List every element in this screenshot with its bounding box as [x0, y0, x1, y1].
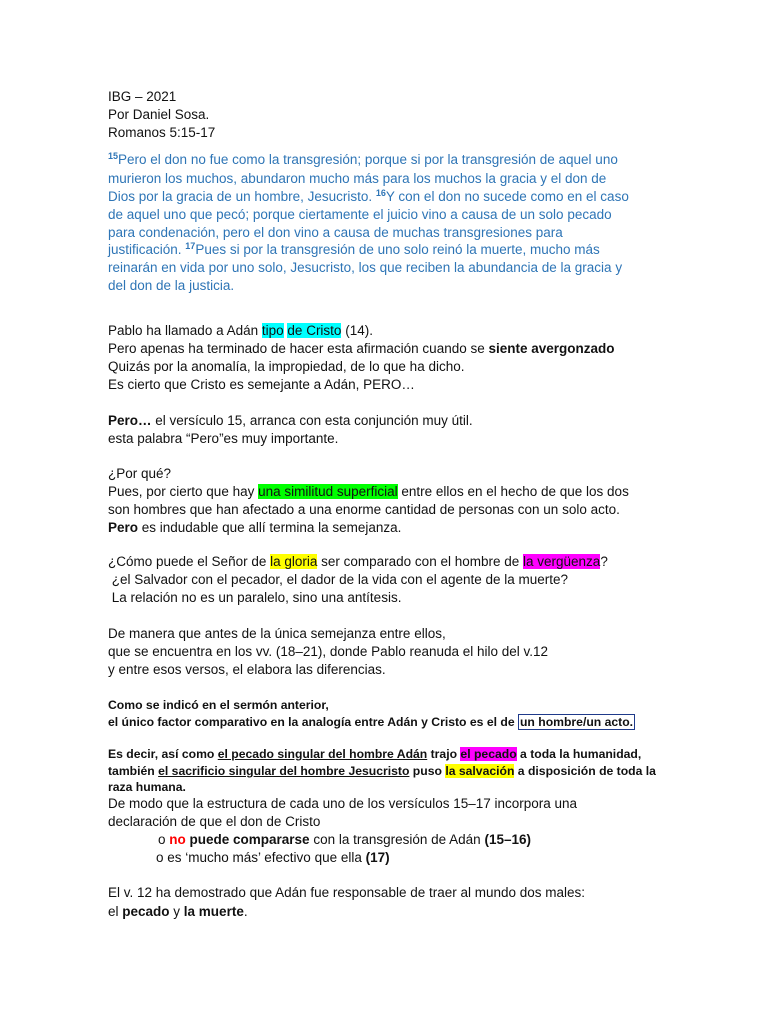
body-line-conjunction	[108, 412, 473, 430]
body-text: ¿Por qué?	[108, 466, 172, 481]
body-line-option-1	[158, 831, 531, 849]
body-line-ashamed	[108, 340, 615, 358]
bold-text: siente avergonzado	[488, 341, 615, 356]
body-text: con la transgresión de Adán	[309, 832, 485, 847]
scripture-text: reinarán en vida por uno solo, Jesucristo, los que reciben la abundancia de la gracia y	[108, 260, 623, 275]
scripture-text: Y con el don no sucede como en el caso	[385, 189, 629, 204]
scripture-text: del don de la justicia.	[108, 278, 235, 293]
highlight-cyan: de Cristo	[287, 323, 342, 338]
scripture-line-8	[108, 277, 234, 295]
scripture-line-7	[108, 259, 622, 277]
body-text: es indudable que allí termina la semejanza.	[138, 520, 402, 535]
scripture-line-3	[108, 188, 629, 206]
body-text: ?	[600, 554, 608, 569]
body-text: Pues, por cierto que hay	[108, 484, 259, 499]
body-line-two-evils	[108, 884, 585, 902]
body-text: entre ellos en el hecho de que los dos	[397, 484, 629, 499]
body-line-word-pero	[108, 430, 338, 448]
header-line-author	[108, 106, 209, 124]
body-line-similarity	[108, 483, 629, 501]
highlight-cyan: tipo	[261, 323, 284, 338]
header-line-course	[108, 88, 176, 106]
body-text: El v. 12 ha demostrado que Adán fue responsable de traer al mundo dos males:	[108, 885, 586, 900]
body-line-glory	[108, 553, 608, 571]
body-text: Quizás por la anomalía, la impropiedad, de lo que ha dicho.	[108, 359, 465, 374]
bold-text: Es decir, así como	[108, 747, 218, 761]
body-text: .	[243, 904, 248, 919]
body-line-factor	[108, 713, 635, 731]
scripture-line-6	[108, 241, 600, 259]
body-text: De manera que antes de la única semejanza entre ellos,	[108, 626, 446, 641]
highlight-yellow: la salvación	[445, 764, 515, 778]
body-text: Pero apenas ha terminado de hacer esta afirmación cuando se	[108, 341, 489, 356]
body-line-two-men	[108, 501, 620, 519]
body-line-differences	[108, 661, 386, 679]
bold-text: (17)	[365, 850, 390, 865]
body-line-christ-sacrifice	[108, 762, 656, 780]
body-text: La relación no es un paralelo, sino una antítesis.	[108, 590, 402, 605]
body-text: que se encuentra en los vv. (18–21), donde Pablo reanuda el hilo del v.12	[108, 644, 549, 659]
scripture-text: Dios por la gracia de un hombre, Jesucristo.	[108, 189, 376, 204]
bold-text: trajo	[427, 747, 461, 761]
boxed-text: un hombre/un acto.	[519, 715, 634, 729]
underlined-text: el sacrificio singular del hombre Jesucristo	[158, 764, 410, 778]
body-text: son hombres que han afectado a una enorme cantidad de personas con un solo acto.	[108, 502, 620, 517]
bold-text: a disposición de toda la	[514, 764, 656, 778]
body-line-adam-sin	[108, 745, 641, 763]
author-label: Por Daniel Sosa.	[108, 107, 210, 122]
scripture-text: Pero el don no fue como la transgresión; porque si por la transgresión de aquel uno	[118, 152, 618, 167]
highlight-yellow: la gloria	[270, 554, 318, 569]
body-text: o es ‘mucho más’ efectivo que ella	[156, 850, 366, 865]
body-line-type-of-christ	[108, 322, 373, 340]
bold-text: la muerte	[183, 904, 244, 919]
body-line-savior	[108, 571, 568, 589]
reference-label: Romanos 5:15-17	[108, 125, 216, 140]
body-line-sin-death	[108, 903, 248, 921]
body-line-verses	[108, 643, 548, 661]
scripture-line-4	[108, 206, 612, 224]
body-line-ends	[108, 519, 401, 537]
verse-number-15: 15	[108, 151, 119, 161]
highlight-green: una similitud superficial	[258, 484, 398, 499]
body-line-antithesis	[108, 589, 401, 607]
scripture-text: para condenación, pero el don vino a causa de muchas transgresiones para	[108, 225, 563, 240]
scripture-text: murieron los muchos, abundaron mucho más para los muchos la gracia y el don de	[108, 171, 607, 186]
highlight-magenta: la vergüenza	[523, 554, 601, 569]
bold-text: Pero…	[108, 413, 152, 428]
body-line-anomaly	[108, 358, 464, 376]
body-text: Es cierto que Cristo es semejante a Adán, PERO…	[108, 377, 415, 392]
body-text: declaración de que el don de Cristo	[108, 814, 321, 829]
bold-text: también	[108, 764, 159, 778]
bold-text: Como se indicó en el sermón anterior,	[108, 698, 329, 712]
body-text: esta palabra “Pero”es muy importante.	[108, 431, 339, 446]
scripture-line-5	[108, 224, 563, 242]
bold-text: pecado	[122, 904, 170, 919]
body-line-why	[108, 465, 171, 483]
body-text: Pablo ha llamado a Adán	[108, 323, 262, 338]
highlight-magenta: el pecado	[460, 747, 517, 761]
body-line-declaration	[108, 813, 320, 831]
body-line-option-2	[156, 849, 390, 867]
bold-text: (15–16)	[484, 832, 531, 847]
body-text: (14).	[341, 323, 373, 338]
bold-text: raza humana.	[108, 780, 186, 794]
verse-number-16: 16	[375, 188, 386, 198]
body-line-structure	[108, 795, 577, 813]
scripture-text: justificación.	[108, 242, 186, 257]
body-line-before	[108, 625, 446, 643]
body-line-but	[108, 376, 415, 394]
body-text: De modo que la estructura de cada uno de los versículos 15–17 incorpora una	[108, 796, 578, 811]
body-text: y	[169, 904, 184, 919]
course-label: IBG – 2021	[108, 89, 177, 104]
body-text: ¿el Salvador con el pecador, el dador de la vida con el agente de la muerte?	[108, 572, 569, 587]
body-text: ¿Cómo puede el Señor de	[108, 554, 271, 569]
scripture-text: Pues si por la transgresión de uno solo reinó la muerte, mucho más	[195, 242, 600, 257]
body-text: el versículo 15, arranca con esta conjunción muy útil.	[151, 413, 473, 428]
red-emphasis: no	[169, 832, 186, 847]
bold-text: a toda la humanidad,	[516, 747, 642, 761]
scripture-text: de aquel uno que pecó; porque ciertamente el juicio vino a causa de un solo pecado	[108, 207, 612, 222]
body-text: ser comparado con el hombre de	[317, 554, 524, 569]
verse-number-17: 17	[185, 241, 196, 251]
body-line-human-race	[108, 778, 186, 796]
bold-text: el único factor comparativo en la analogía entre Adán y Cristo es el de	[108, 715, 518, 729]
body-text: y entre esos versos, el elabora las diferencias.	[108, 662, 386, 677]
bold-text: Pero	[108, 520, 139, 535]
underlined-text: el pecado singular del hombre Adán	[217, 747, 428, 761]
body-text: el	[108, 904, 123, 919]
body-text: o	[158, 832, 170, 847]
bold-text: puede compararse	[185, 832, 310, 847]
body-line-previous-sermon	[108, 696, 329, 714]
bold-text: puso	[409, 764, 446, 778]
scripture-line-2	[108, 170, 606, 188]
scripture-line-1	[108, 151, 618, 169]
header-line-reference	[108, 124, 215, 142]
